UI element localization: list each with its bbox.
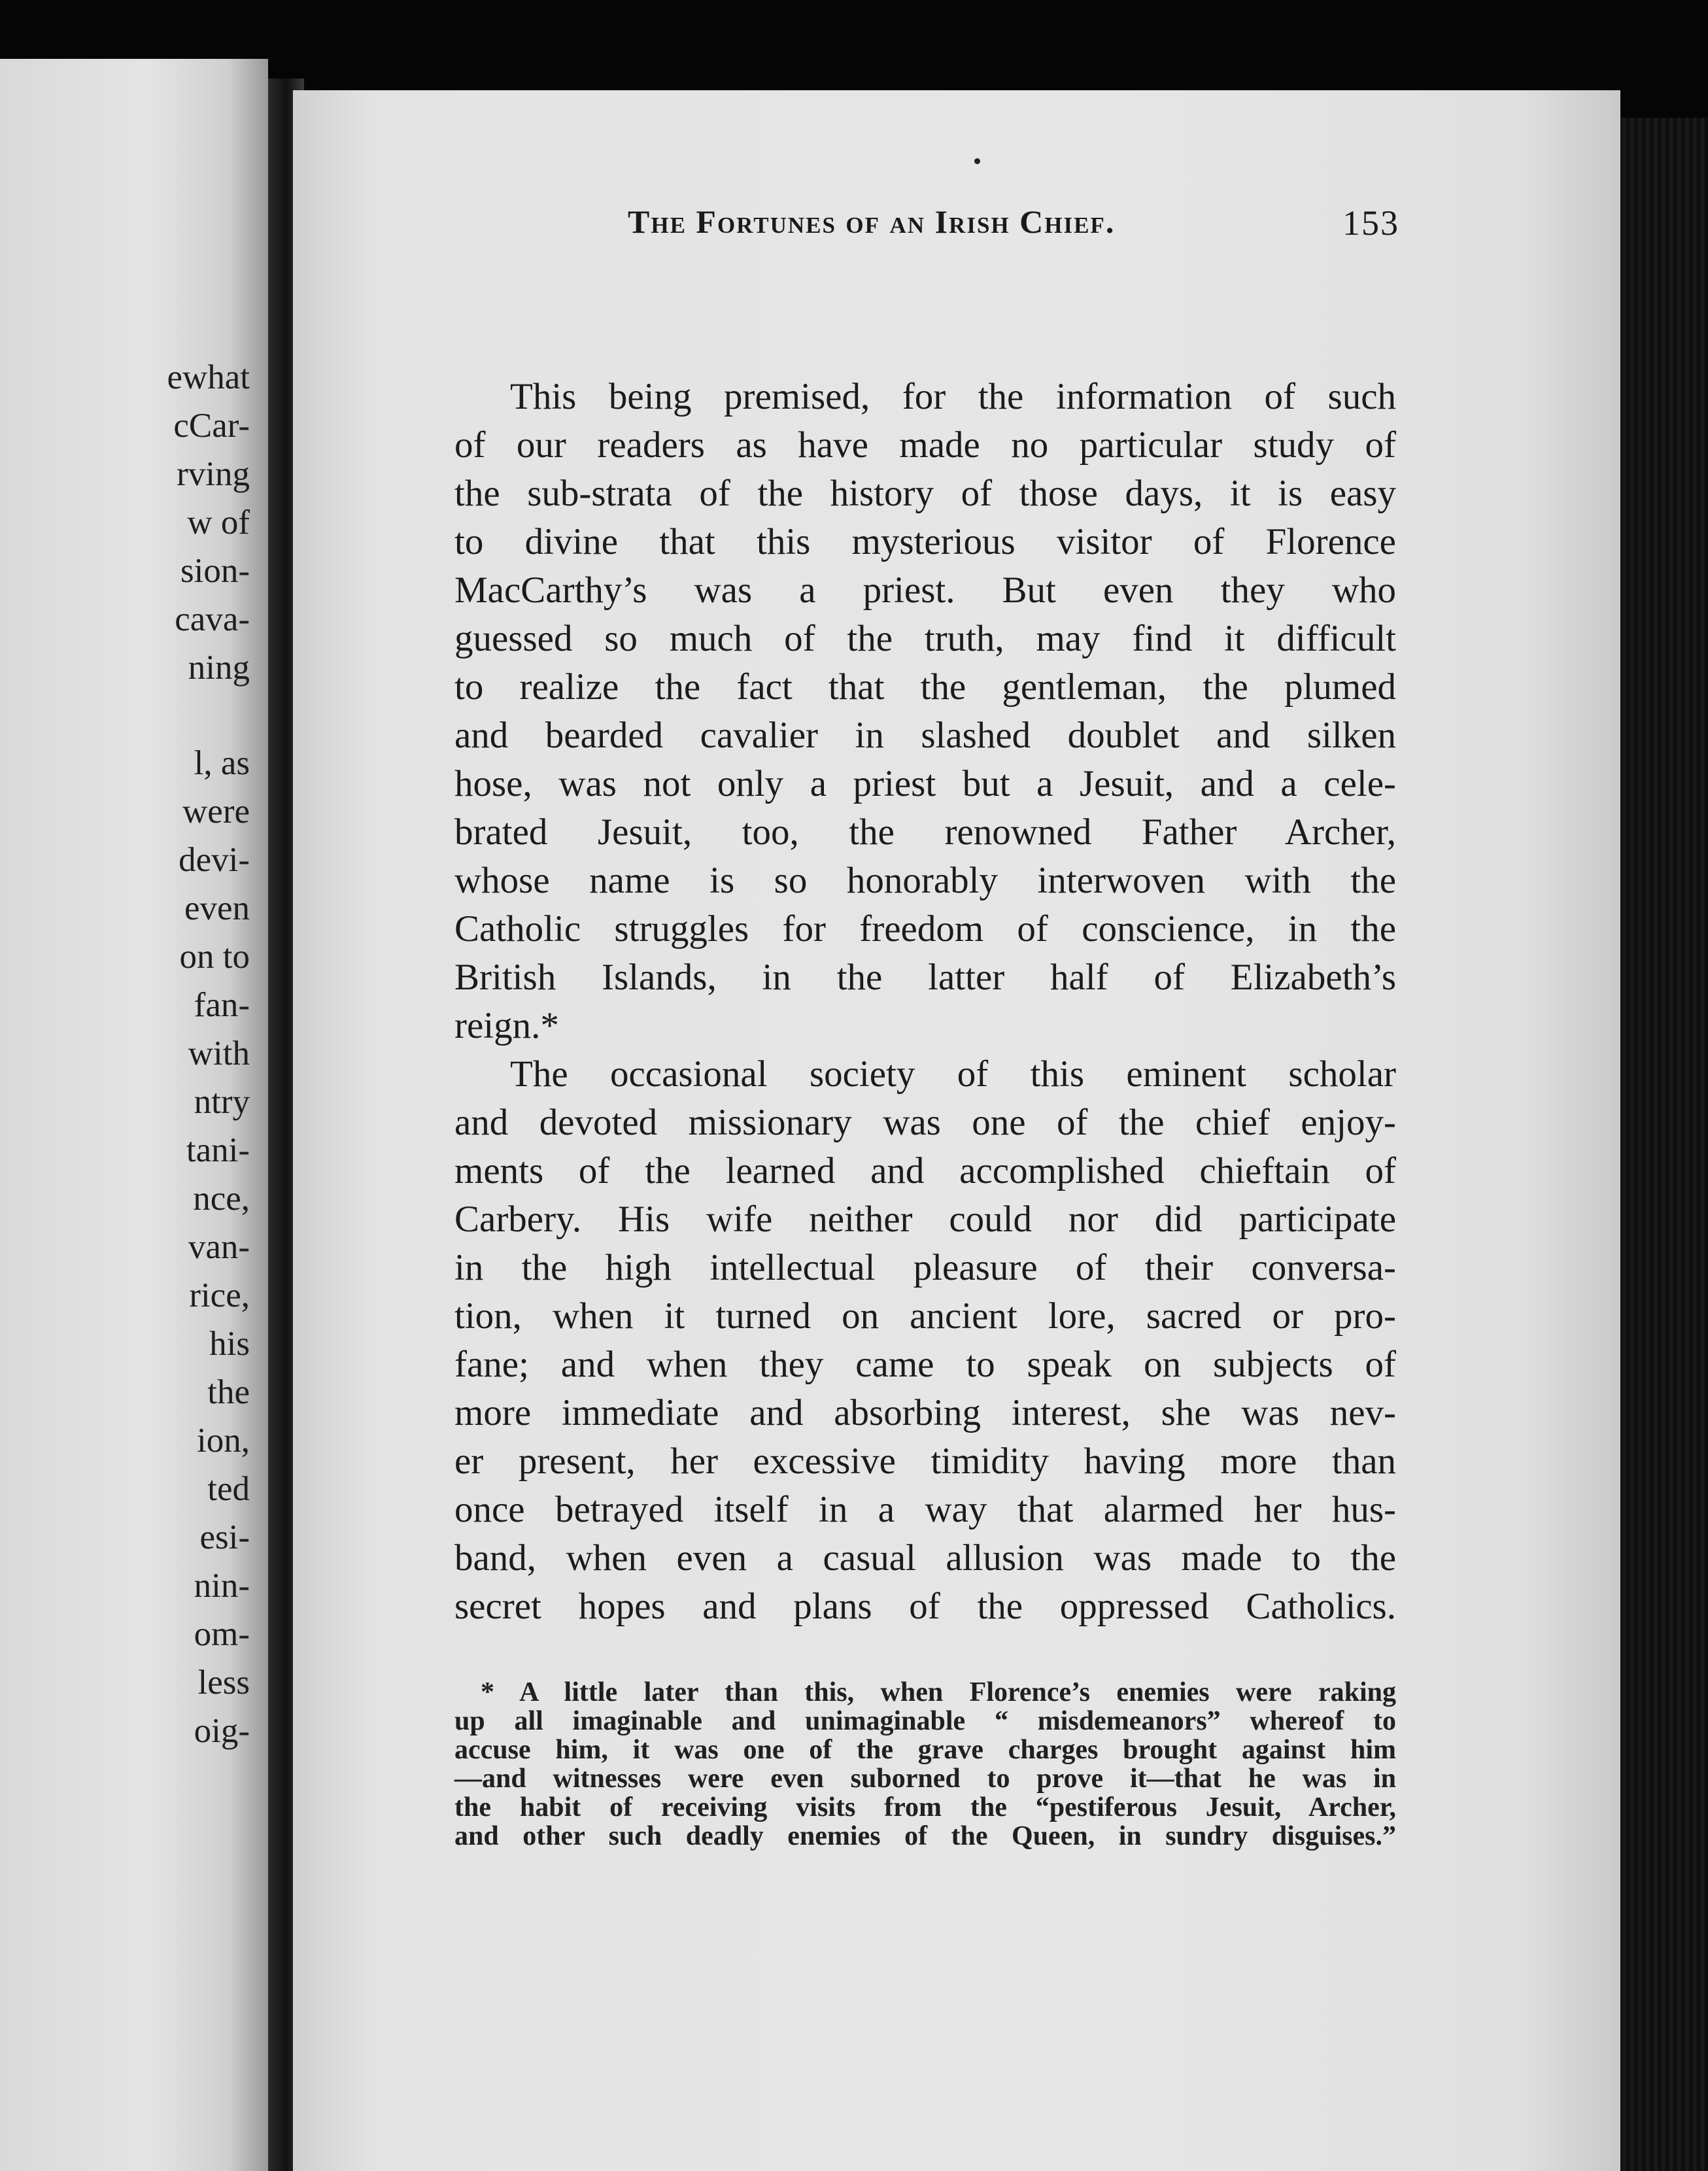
ink-speck (974, 158, 980, 164)
left-page-line: tani- (186, 1131, 250, 1169)
body-line: in the high intellectual pleasure of their conversa- (454, 1247, 1396, 1288)
body-line: tion, when it turned on ancient lore, sacred or pro- (454, 1295, 1396, 1337)
footnote-line: the habit of receiving visits from the “pestiferous Jesuit, Archer, (454, 1792, 1396, 1822)
left-page-line: ntry (194, 1083, 250, 1121)
left-page-line: with (188, 1034, 250, 1072)
left-page-line: ewhat (167, 358, 250, 396)
left-page-line: l, as (194, 744, 250, 782)
body-line: er present, her excessive timidity having more than (454, 1441, 1396, 1482)
footnote-line: accuse him, it was one of the grave charges brought against him (454, 1735, 1396, 1765)
body-line: band, when even a casual allusion was made to the (454, 1537, 1396, 1579)
body-line: hose, was not only a priest but a Jesuit, and a cele- (454, 763, 1396, 804)
body-line: British Islands, in the latter half of Elizabeth’s (454, 957, 1396, 998)
left-page-line: fan- (194, 986, 250, 1024)
left-page-line: his (209, 1325, 250, 1363)
body-line: The occasional society of this eminent scholar (510, 1053, 1396, 1095)
left-page-line: ion, (197, 1422, 250, 1460)
footnote-line: and other such deadly enemies of the Queen, in sundry disguises.” (454, 1821, 1396, 1851)
body-line: fane; and when they came to speak on subjects of (454, 1344, 1396, 1385)
body-line: to divine that this mysterious visitor of Florence (454, 521, 1396, 562)
body-line: and bearded cavalier in slashed doublet and silken (454, 715, 1396, 756)
body-line: brated Jesuit, too, the renowned Father Archer, (454, 812, 1396, 853)
body-line: more immediate and absorbing interest, she was nev- (454, 1392, 1396, 1433)
body-line: the sub-strata of the history of those days, it is easy (454, 473, 1396, 514)
body-line: Catholic struggles for freedom of conscience, in the (454, 908, 1396, 949)
body-line: reign.* (454, 1005, 559, 1046)
left-page-line: the (207, 1373, 250, 1411)
book-fore-edge (1620, 118, 1708, 2171)
left-page-line: ted (207, 1470, 250, 1508)
left-page-line: rving (177, 455, 250, 493)
body-line: ments of the learned and accomplished chieftain of (454, 1150, 1396, 1191)
left-page-line: less (197, 1664, 250, 1701)
body-line: Carbery. His wife neither could nor did participate (454, 1199, 1396, 1240)
body-line: and devoted missionary was one of the chief enjoy- (454, 1102, 1396, 1143)
left-page-line: cCar- (173, 407, 250, 445)
left-page-line: rice, (189, 1276, 250, 1314)
left-page-line: van- (188, 1228, 250, 1266)
left-page-line: w of (187, 504, 250, 541)
left-page-line: sion- (180, 552, 250, 590)
left-page-line: nin- (194, 1567, 250, 1605)
body-line: to realize the fact that the gentleman, the plumed (454, 666, 1396, 708)
left-page-line: cava- (175, 600, 250, 638)
body-line: once betrayed itself in a way that alarmed her hus- (454, 1489, 1396, 1530)
left-page-line: nce, (193, 1180, 250, 1218)
body-line: whose name is so honorably interwoven with the (454, 860, 1396, 901)
previous-page-fragment (0, 59, 268, 2171)
left-page-line: esi- (199, 1518, 250, 1556)
running-title: The Fortunes of an Irish Chief. (628, 203, 1116, 240)
page-header (628, 203, 1399, 255)
page-number: 153 (1342, 203, 1399, 243)
footnote-line: * A little later than this, when Florence’s enemies were raking (481, 1677, 1396, 1707)
body-line: guessed so much of the truth, may find it difficult (454, 618, 1396, 659)
left-page-line: oig- (194, 1712, 250, 1750)
left-page-line: even (184, 889, 250, 927)
body-line: secret hopes and plans of the oppressed Catholics. (454, 1586, 1396, 1627)
left-page-line: om- (194, 1615, 250, 1653)
left-page-line: devi- (179, 841, 250, 879)
left-page-line: ning (188, 649, 250, 687)
left-page-line: on to (179, 938, 250, 976)
footnote-line: —and witnesses were even suborned to prove it—that he was in (454, 1764, 1396, 1794)
footnote-line: up all imaginable and unimaginable “ misdemeanors” whereof to (454, 1706, 1396, 1736)
body-line: This being premised, for the information of such (510, 376, 1396, 417)
body-line: MacCarthy’s was a priest. But even they who (454, 570, 1396, 611)
left-page-line: were (182, 793, 250, 830)
body-line: of our readers as have made no particular study of (454, 424, 1396, 466)
